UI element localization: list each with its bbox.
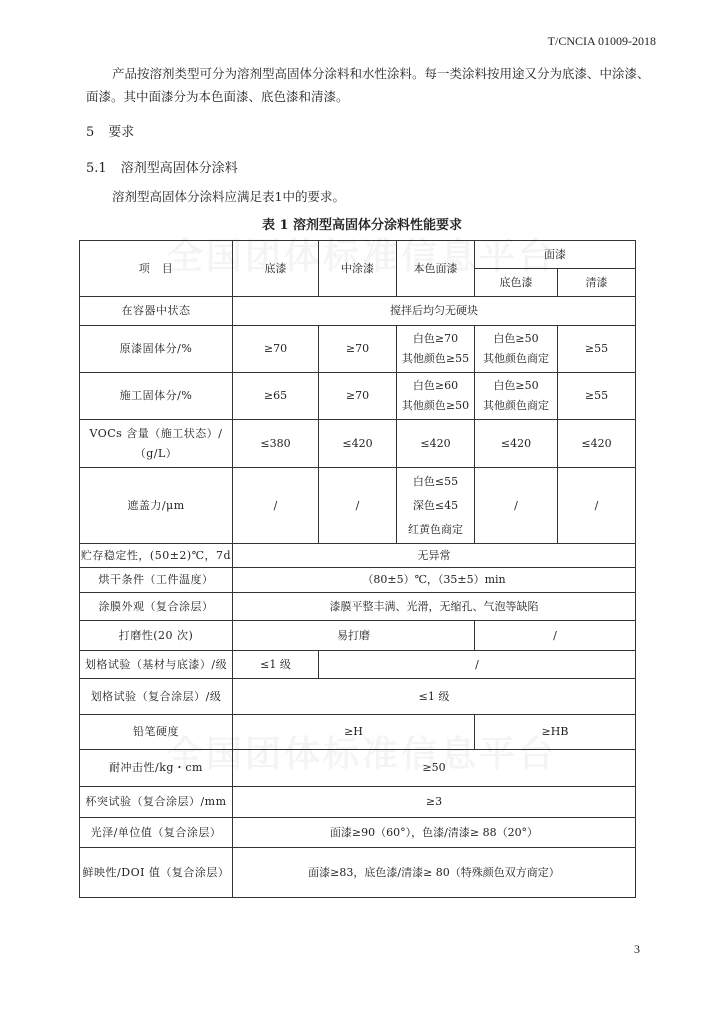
cell-solid-top: ≤420: [397, 420, 475, 468]
table-row: [80, 420, 636, 468]
table-row: [80, 621, 636, 651]
table-caption-number: 表 1: [261, 218, 289, 233]
cell-mid: ≥70: [319, 373, 397, 420]
intro-line-2: 面漆。其中面漆分为本色面漆、底色漆和清漆。: [86, 89, 349, 104]
label-line: VOCs 含量（施工状态）/: [89, 426, 223, 440]
row-label: 鲜映性/DOI 值（复合涂层）: [80, 848, 233, 898]
row-value: 面漆≥83，底色漆/清漆≥ 80（特殊颜色双方商定）: [233, 848, 636, 898]
row-label: 铅笔硬度: [80, 715, 233, 750]
table-row: [80, 750, 636, 787]
label-line: （g/L）: [134, 446, 178, 460]
row-label: 遮盖力/μm: [80, 468, 233, 544]
cell-base: [475, 326, 558, 373]
row-label: 原漆固体分/%: [80, 326, 233, 373]
cell-clear: /: [558, 468, 636, 544]
row-value: 无异常: [233, 544, 636, 568]
table-row: [80, 468, 636, 544]
cell-clear: ≥55: [558, 373, 636, 420]
requirements-table: [79, 240, 636, 898]
row-label: [80, 420, 233, 468]
intro-line-1: 产品按溶剂类型可分为溶剂型高固体分涂料和水性涂料。每一类涂料按用途又分为底漆、中涂漆、: [112, 66, 650, 81]
row-value: 搅拌后均匀无硬块: [233, 297, 636, 326]
section-number: 5: [86, 125, 95, 140]
row-label: 打磨性(20 次): [80, 621, 233, 651]
cell-base: [475, 373, 558, 420]
row-label: 施工固体分/%: [80, 373, 233, 420]
row-value-left: ≤1 级: [233, 651, 319, 679]
header-top-coat: 面漆: [475, 241, 636, 269]
cell-base: ≤420: [475, 420, 558, 468]
row-label: 烘干条件（工件温度）: [80, 568, 233, 593]
page-number: 3: [634, 942, 640, 956]
row-label: 杯突试验（复合涂层）/mm: [80, 787, 233, 818]
header-mid-coat: 中涂漆: [319, 241, 397, 297]
table-row: [80, 593, 636, 621]
cell-line: 红黄色商定: [408, 522, 463, 536]
table-row: [80, 326, 636, 373]
table-row: [80, 568, 636, 593]
header-solid-top-coat: 本色面漆: [397, 241, 475, 297]
cell-clear: ≥55: [558, 326, 636, 373]
table-row: [80, 544, 636, 568]
row-value: 漆膜平整丰满、光滑，无缩孔、气泡等缺陷: [233, 593, 636, 621]
cell-line: 白色≥70: [412, 332, 459, 345]
table-caption-title: 溶剂型高固体分涂料性能要求: [293, 218, 463, 233]
row-label: 贮存稳定性，(50±2)℃，7d: [80, 544, 233, 568]
row-label: 划格试验（复合涂层）/级: [80, 679, 233, 715]
header-item: 项 目: [80, 241, 233, 297]
cell-line: 其他颜色≥50: [401, 399, 470, 412]
section-5-1-heading: [86, 157, 238, 176]
row-label: 光泽/单位值（复合涂层）: [80, 818, 233, 848]
section-number: 5.1: [86, 161, 107, 176]
table-row: [80, 373, 636, 420]
table-row: [80, 848, 636, 898]
cell-solid-top: [397, 373, 475, 420]
row-value: （80±5）℃，（35±5）min: [233, 568, 636, 593]
table-row: [80, 651, 636, 679]
header-base-coat: 底色漆: [475, 269, 558, 297]
cell-primer: ≤380: [233, 420, 319, 468]
row-value: ≥3: [233, 787, 636, 818]
table-caption: [0, 214, 724, 233]
cell-mid: ≥70: [319, 326, 397, 373]
row-label: 涂膜外观（复合涂层）: [80, 593, 233, 621]
cell-line: 白色≥60: [412, 379, 459, 392]
cell-line: 白色≥50: [493, 379, 539, 392]
cell-mid: ≤420: [319, 420, 397, 468]
row-value-left: 易打磨: [233, 621, 475, 651]
section-5-1-text: 溶剂型高固体分涂料应满足表1中的要求。: [112, 189, 345, 204]
row-value-right: /: [475, 621, 636, 651]
table-row: [80, 818, 636, 848]
row-label: 在容器中状态: [80, 297, 233, 326]
section-5-heading: [86, 121, 134, 140]
row-label: 耐冲击性/kg・cm: [80, 750, 233, 787]
intro-paragraph: [86, 62, 661, 108]
row-value-right: ≥HB: [475, 715, 636, 750]
row-value: 面漆≥90（60°），色漆/清漆≥ 88（20°）: [233, 818, 636, 848]
cell-line: 深色≤45: [412, 498, 459, 512]
row-value: ≤1 级: [233, 679, 636, 715]
table-row: [80, 679, 636, 715]
standard-number: T/CNCIA 01009-2018: [547, 34, 656, 48]
cell-clear: ≤420: [558, 420, 636, 468]
table-row: [80, 787, 636, 818]
cell-base: /: [475, 468, 558, 544]
cell-solid-top: [397, 326, 475, 373]
row-value-right: /: [319, 651, 636, 679]
table-row: [80, 715, 636, 750]
section-title: 要求: [108, 125, 135, 140]
row-value-left: ≥H: [233, 715, 475, 750]
section-title: 溶剂型高固体分涂料: [120, 161, 238, 176]
cell-solid-top: [397, 468, 475, 544]
header-clear-coat: 清漆: [558, 269, 636, 297]
cell-primer: ≥70: [233, 326, 319, 373]
cell-line: 其他颜色≥55: [401, 352, 470, 365]
cell-line: 其他颜色商定: [483, 399, 549, 412]
cell-line: 其他颜色商定: [483, 352, 549, 365]
row-value: ≥50: [233, 750, 636, 787]
header-primer: 底漆: [233, 241, 319, 297]
cell-primer: ≥65: [233, 373, 319, 420]
row-label: 划格试验（基材与底漆）/级: [80, 651, 233, 679]
cell-line: 白色≤55: [412, 474, 459, 488]
cell-line: 白色≥50: [493, 332, 539, 345]
cell-mid: /: [319, 468, 397, 544]
table-row: [80, 297, 636, 326]
cell-primer: /: [233, 468, 319, 544]
